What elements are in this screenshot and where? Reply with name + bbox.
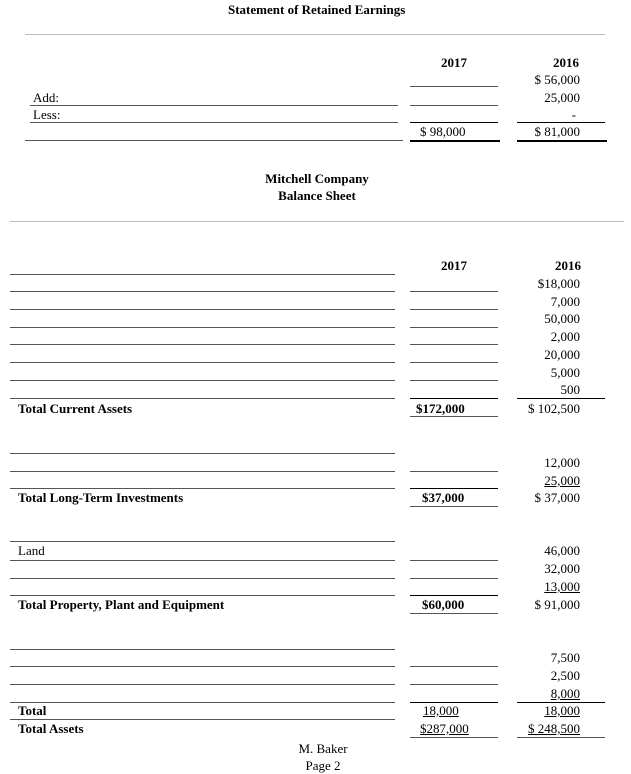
label-line	[25, 140, 403, 141]
label-line	[10, 471, 395, 472]
current-value: 20,000	[544, 347, 580, 362]
re-less-2016: -	[571, 107, 576, 122]
divider	[25, 34, 605, 35]
re-ending-2017: $ 98,000	[420, 124, 466, 139]
label-line	[10, 595, 395, 596]
label-line	[10, 380, 395, 381]
input-line	[410, 578, 498, 579]
total-current-2017: $172,000	[416, 401, 465, 416]
current-value: 7,000	[550, 294, 580, 309]
total-assets-2016: $ 248,500	[528, 721, 580, 736]
label-line	[10, 560, 395, 561]
ppe-value: 32,000	[544, 561, 580, 576]
input-line	[410, 362, 498, 363]
total-2016: 18,000	[544, 703, 580, 718]
company-name: Mitchell Company	[265, 171, 369, 186]
label-line	[10, 541, 395, 542]
re-beginning-2016: $ 56,000	[534, 72, 580, 87]
re-add-2016: 25,000	[544, 90, 580, 105]
label-line	[10, 666, 395, 667]
re-year-2016: 2016	[553, 55, 579, 70]
label-line	[10, 719, 395, 720]
input-line	[410, 506, 498, 507]
total-ppe-2016: $ 91,000	[534, 597, 580, 612]
input-line	[410, 86, 498, 87]
label-line	[10, 398, 395, 399]
label-line	[10, 362, 395, 363]
re-add-label: Add:	[33, 90, 59, 105]
other-value: 7,500	[550, 650, 580, 665]
label-line	[10, 274, 395, 275]
label-line	[10, 649, 395, 650]
current-value: 5,000	[550, 365, 580, 380]
input-line	[410, 309, 498, 310]
re-ending-2016: $ 81,000	[534, 124, 580, 139]
current-value: $18,000	[537, 276, 580, 291]
other-value: 2,500	[550, 668, 580, 683]
sum-line	[410, 488, 498, 489]
total-investments-label: Total Long-Term Investments	[18, 490, 184, 505]
label-line	[10, 309, 395, 310]
label-line	[10, 578, 395, 579]
ppe-value: 13,000	[544, 579, 580, 594]
sum-line	[517, 398, 605, 399]
label-line	[10, 327, 395, 328]
balance-sheet-title: Balance Sheet	[278, 188, 356, 203]
total-ppe-label: Total Property, Plant and Equipment	[18, 597, 225, 612]
total-current-label: Total Current Assets	[18, 401, 133, 416]
double-line	[517, 140, 607, 142]
total-investments-2016: $ 37,000	[534, 490, 580, 505]
total-current-2016: $ 102,500	[528, 401, 580, 416]
label-line	[30, 105, 398, 106]
total-2017: 18,000	[423, 703, 459, 718]
other-value: 8,000	[550, 686, 580, 701]
input-line	[410, 344, 498, 345]
label-line	[10, 344, 395, 345]
re-less-label: Less:	[33, 107, 61, 122]
investment-value: 25,000	[544, 473, 580, 488]
input-line	[410, 560, 498, 561]
total-assets-label: Total Assets	[18, 721, 84, 736]
footer-name: M. Baker	[298, 741, 348, 756]
input-line	[410, 613, 498, 614]
double-line	[517, 737, 605, 738]
sum-line	[410, 595, 498, 596]
divider	[10, 221, 624, 222]
current-value: 2,000	[550, 329, 580, 344]
ppe-value: 46,000	[544, 543, 580, 558]
total-ppe-2017: $60,000	[422, 597, 465, 612]
label-line	[10, 488, 395, 489]
sum-line	[410, 398, 498, 399]
label-line	[10, 702, 395, 703]
double-line	[410, 140, 500, 142]
input-line	[410, 380, 498, 381]
sum-line	[410, 122, 498, 123]
re-year-2017: 2017	[441, 55, 467, 70]
total-label: Total	[18, 703, 47, 718]
bs-year-2016: 2016	[555, 258, 581, 273]
label-line	[30, 122, 398, 123]
label-line	[10, 291, 395, 292]
double-line	[410, 737, 498, 738]
input-line	[410, 684, 498, 685]
input-line	[410, 471, 498, 472]
label-line	[10, 684, 395, 685]
label-line	[10, 453, 395, 454]
input-line	[410, 666, 498, 667]
input-line	[410, 105, 498, 106]
investment-value: 12,000	[544, 455, 580, 470]
footer-page: Page 2	[305, 758, 341, 773]
land-label: Land	[18, 543, 45, 558]
bs-year-2017: 2017	[441, 258, 467, 273]
total-investments-2017: $37,000	[422, 490, 465, 505]
sum-line	[517, 122, 605, 123]
current-value: 50,000	[544, 311, 580, 326]
input-line	[410, 291, 498, 292]
total-assets-2017: $287,000	[420, 721, 469, 736]
input-line	[410, 416, 498, 417]
current-value: 500	[560, 382, 580, 397]
input-line	[410, 327, 498, 328]
retained-earnings-title: Statement of Retained Earnings	[228, 2, 406, 17]
